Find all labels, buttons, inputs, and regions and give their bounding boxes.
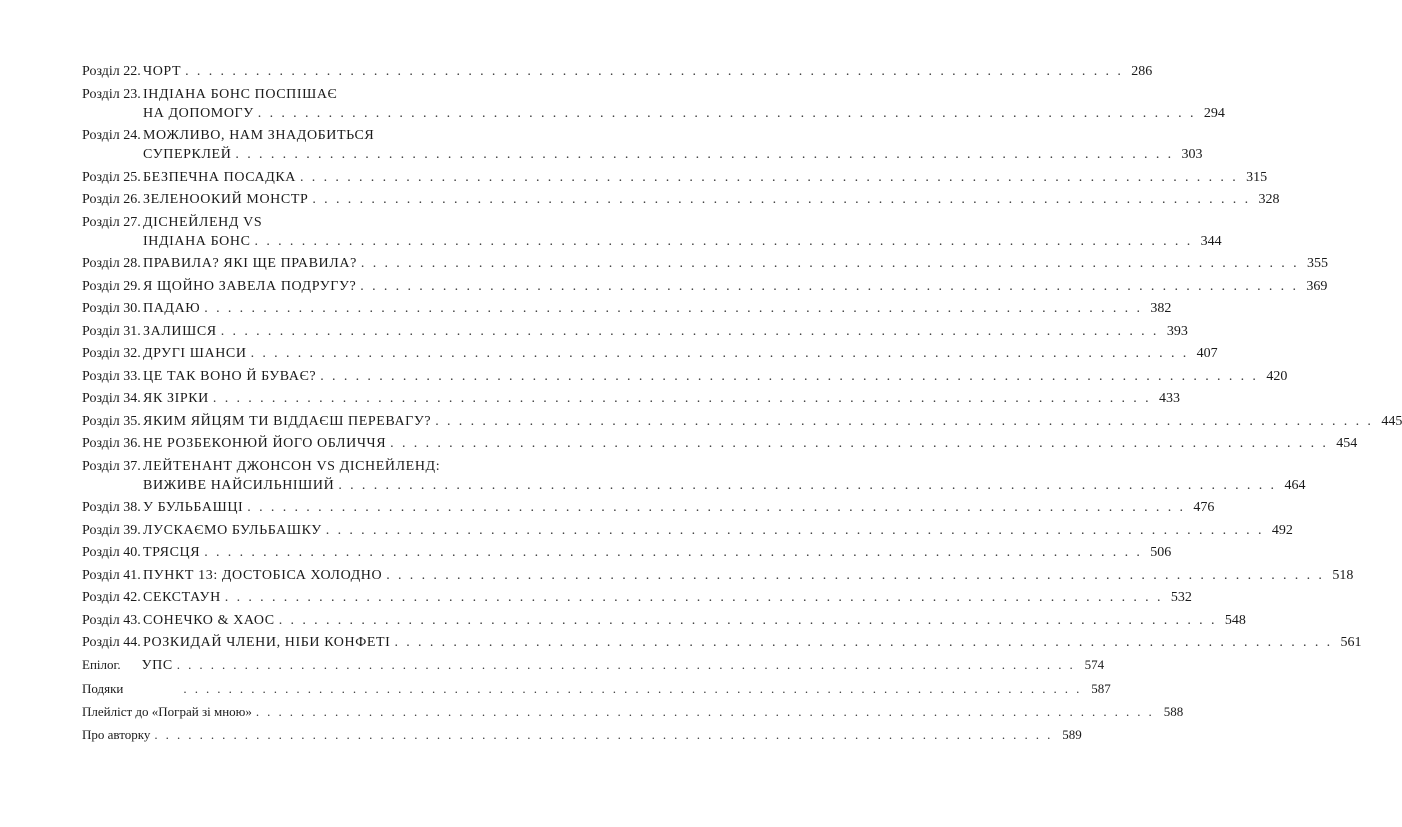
page-number: 328 [1258,192,1280,207]
chapter-title: ДІСНЕЙЛЕНД VS [143,214,263,230]
dot-leader [390,434,1328,453]
dot-leader [312,190,1250,209]
page-number: 382 [1150,301,1172,316]
chapter-number: Розділ 34. [82,391,141,406]
dot-leader [435,412,1373,431]
toc-entry[interactable] [82,611,1246,630]
chapter-number: Розділ 43. [82,612,141,628]
page-number: 445 [1381,413,1402,429]
page-number: 355 [1307,256,1328,271]
page-number: 464 [1284,477,1306,493]
dot-leader [154,726,1052,744]
toc-entry[interactable] [82,254,1328,273]
chapter-number: Розділ 23. [82,86,141,102]
dot-leader [255,232,1193,251]
dot-leader [279,611,1217,630]
playlist-entry[interactable] [82,703,1184,721]
chapter-number: Розділ 24. [82,128,141,143]
chapter-number: Розділ 28. [82,256,141,271]
page-number: 506 [1150,545,1172,560]
page-number: 518 [1332,567,1354,583]
dot-leader [251,344,1189,363]
chapter-title: ЛУСКАЄМО БУЛЬБАШКУ [143,522,322,538]
chapter-title: ІНДІАНА БОНС ПОСПІШАЄ [143,86,338,102]
dot-leader [360,277,1298,296]
toc-entry[interactable] [82,322,1188,341]
chapter-title: СУПЕРКЛЕЙ [143,147,232,162]
dot-leader [235,145,1173,164]
dot-leader [394,633,1332,652]
dot-leader [221,322,1159,341]
toc-entry[interactable] [82,521,1293,540]
page-number: 476 [1193,500,1215,515]
toc-entry[interactable] [82,213,1222,251]
page-number: 407 [1196,346,1218,361]
chapter-title: МОЖЛИВО, НАМ ЗНАДОБИТЬСЯ [143,128,375,143]
dot-leader [361,254,1299,273]
toc-entry[interactable] [82,588,1192,607]
chapter-number: Розділ 25. [82,169,141,185]
toc-entry[interactable] [82,389,1180,408]
epilogue-entry[interactable] [82,656,1105,675]
page-number: 294 [1203,105,1225,121]
dot-leader [320,367,1258,386]
chapter-title: НА ДОПОМОГУ [143,105,254,121]
dot-leader [183,680,1081,698]
chapter-title: ЗАЛИШСЯ [143,323,217,339]
page-number: 588 [1163,704,1184,719]
chapter-number: Розділ 37. [82,458,141,474]
toc-entry[interactable] [82,457,1306,495]
toc-entry[interactable] [82,85,1225,123]
page-number: 315 [1246,169,1268,185]
dot-leader [338,476,1276,495]
toc-entry[interactable] [82,498,1215,517]
chapter-number: Розділ 36. [82,436,141,451]
page-number: 454 [1336,436,1358,451]
dot-leader [258,104,1196,123]
chapter-title: ЧОРТ [143,64,182,79]
chapter-title: Я ЩОЙНО ЗАВЕЛА ПОДРУГУ? [143,278,357,294]
dot-leader [213,389,1151,408]
page-number: 420 [1266,368,1288,384]
chapter-title: СЕКСТАУН [143,590,221,605]
page-number: 532 [1170,590,1192,605]
page-number: 286 [1131,64,1153,79]
playlist-label: Плейліст до «Пограй зі мною» [82,704,252,719]
toc-entry[interactable] [82,434,1358,453]
dot-leader [177,656,1075,674]
page-number: 589 [1062,727,1082,742]
chapter-title: ПУНКТ 13: ДОСТОБІСА ХОЛОДНО [143,567,383,583]
table-of-contents [82,62,1402,656]
toc-entry[interactable] [82,367,1288,386]
chapter-title: ЯКИМ ЯЙЦЯМ ТИ ВІДДАЄШ ПЕРЕВАГУ? [143,413,432,429]
page-number: 492 [1271,522,1293,538]
dot-leader [204,299,1142,318]
epilogue-label: Епілог. [82,657,121,672]
acknowledgments-label: Подяки [82,681,124,696]
chapter-number: Розділ 31. [82,323,141,339]
toc-entry[interactable] [82,62,1153,81]
chapter-number: Розділ 32. [82,346,141,361]
toc-entry[interactable] [82,168,1268,187]
dot-leader [204,543,1142,562]
toc-entry[interactable] [82,412,1402,431]
about-author-entry[interactable] [82,726,1082,744]
chapter-title: СОНЕЧКО & ХАОС [143,612,275,628]
chapter-number: Розділ 33. [82,368,141,384]
chapter-number: Розділ 22. [82,64,141,79]
chapter-title: ТРЯСЦЯ [143,545,201,560]
toc-entry[interactable] [82,277,1328,296]
chapter-number: Розділ 30. [82,301,141,316]
chapter-number: Розділ 35. [82,413,141,429]
page-number: 303 [1181,147,1203,162]
dot-leader [185,62,1123,81]
chapter-title: ЯК ЗІРКИ [143,391,209,406]
chapter-title: НЕ РОЗБЕКОНЮЙ ЙОГО ОБЛИЧЧЯ [143,436,387,451]
chapter-title: ДРУГІ ШАНСИ [143,346,247,361]
chapter-title: ЗЕЛЕНООКИЙ МОНСТР [143,192,309,207]
chapter-number: Розділ 38. [82,500,141,515]
chapter-title: БЕЗПЕЧНА ПОСАДКА [143,169,296,185]
chapter-number: Розділ 44. [82,635,141,650]
page-number: 344 [1200,233,1222,249]
chapter-number: Розділ 39. [82,522,141,538]
dot-leader [225,588,1163,607]
chapter-number: Розділ 40. [82,545,141,560]
chapter-title: ЦЕ ТАК ВОНО Й БУВАЄ? [143,368,317,384]
chapter-title: РОЗКИДАЙ ЧЛЕНИ, НІБИ КОНФЕТІ [143,635,391,650]
page-number: 433 [1159,391,1180,406]
chapter-title: ПРАВИЛА? ЯКІ ЩЕ ПРАВИЛА? [143,256,357,271]
chapter-title: ІНДІАНА БОНС [143,233,251,249]
chapter-title: ВИЖИВЕ НАЙСИЛЬНІШИЙ [143,477,335,493]
toc-entry[interactable] [82,633,1362,652]
about-author-label: Про авторку [82,727,151,742]
dot-leader [300,168,1238,187]
chapter-number: Розділ 42. [82,590,141,605]
toc-entry[interactable] [82,543,1172,562]
toc-entry[interactable] [82,344,1218,363]
toc-entry[interactable] [82,299,1172,318]
chapter-number: Розділ 41. [82,567,141,583]
back-matter [82,656,1184,749]
toc-entry[interactable] [82,126,1203,164]
dot-leader [326,521,1264,540]
toc-entry[interactable] [82,190,1280,209]
toc-entry[interactable] [82,566,1354,585]
dot-leader [256,703,1154,721]
chapter-title: ПАДАЮ [143,301,201,316]
dot-leader [386,566,1324,585]
chapter-number: Розділ 27. [82,214,141,230]
page-number: 561 [1340,635,1362,650]
epilogue-title: УПС [141,658,173,673]
chapter-title: ЛЕЙТЕНАНТ ДЖОНСОН VS ДІСНЕЙЛЕНД: [143,458,441,474]
page-number: 587 [1091,681,1111,696]
page-number: 393 [1166,323,1188,339]
acknowledgments-entry[interactable] [82,680,1111,698]
page-number: 369 [1306,278,1328,294]
chapter-title: У БУЛЬБАШЦІ [143,500,244,515]
page-number: 574 [1084,657,1105,672]
chapter-number: Розділ 26. [82,192,141,207]
chapter-number: Розділ 29. [82,278,141,294]
dot-leader [247,498,1185,517]
page-number: 548 [1224,612,1246,628]
